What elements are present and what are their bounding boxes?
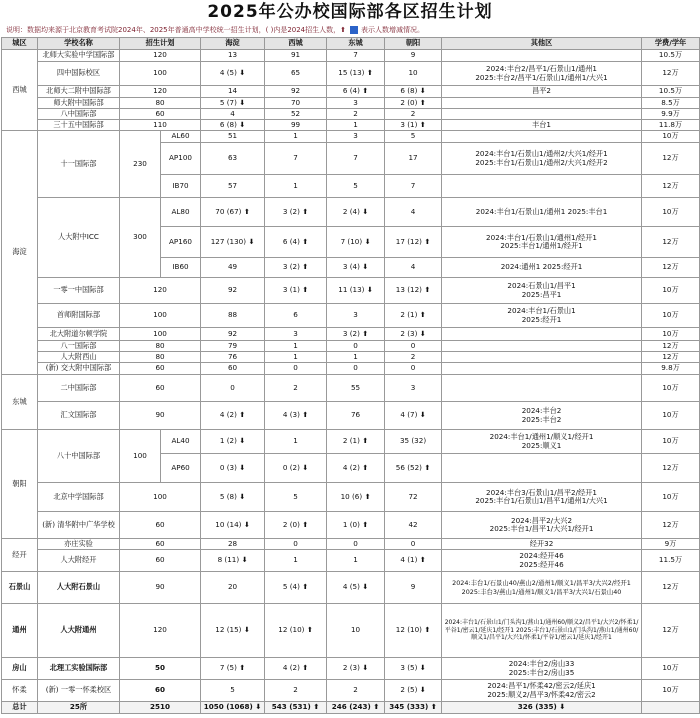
plan-cell: 80 xyxy=(120,352,201,363)
table-row xyxy=(2,278,700,304)
haidian-cell: 12 (15) ⬇ xyxy=(201,604,265,658)
school-name: 十一国际部 xyxy=(38,131,120,198)
other-cell xyxy=(442,328,642,341)
dongcheng-cell: 3 (4) ⬇ xyxy=(327,258,385,278)
col-haidian: 海淀 xyxy=(201,38,265,50)
plan-cell: 60 xyxy=(120,539,201,550)
other-cell: 2024:丰台1/石景山1/门头沟1/燕山1/通州60/顺义2/昌平1/大兴2/怀柔1/平谷1/密云1/延庆1/经开1 2025:丰台1/石景山1/门头沟1/燕山1/通州60/顺义1/昌平1/大兴1/怀柔1/平谷1/密云1/延庆1/经开1 xyxy=(442,604,642,658)
fee-cell: 9万 xyxy=(642,539,700,550)
total-fee xyxy=(642,702,700,714)
dongcheng-cell: 3 xyxy=(327,131,385,143)
school-name: 北师大二附中国际部 xyxy=(38,86,120,98)
chaoyang-cell: 4 xyxy=(385,258,442,278)
col-plan: 招生计划 xyxy=(120,38,201,50)
district-cell: 石景山 xyxy=(2,572,38,604)
haidian-cell: 28 xyxy=(201,539,265,550)
col-other: 其他区 xyxy=(442,38,642,50)
table-row xyxy=(2,109,700,120)
plan-cell: 120 xyxy=(120,604,201,658)
fee-cell: 10万 xyxy=(642,680,700,702)
xicheng-cell: 1 xyxy=(265,352,327,363)
school-name: 北理工实验国际部 xyxy=(38,658,120,680)
haidian-cell: 92 xyxy=(201,278,265,304)
track-cell: AP100 xyxy=(161,143,201,175)
haidian-cell: 57 xyxy=(201,175,265,198)
xicheng-cell: 0 xyxy=(265,539,327,550)
fee-cell: 10万 xyxy=(642,402,700,430)
plan-cell: 120 xyxy=(120,50,201,62)
chaoyang-cell: 4 (7) ⬇ xyxy=(385,402,442,430)
note-line xyxy=(0,24,700,37)
chaoyang-cell: 3 xyxy=(385,375,442,402)
haidian-cell: 0 xyxy=(201,375,265,402)
fee-cell: 10.5万 xyxy=(642,50,700,62)
table-row xyxy=(2,680,700,702)
chaoyang-cell: 6 (8) ⬇ xyxy=(385,86,442,98)
school-name: 八中国际部 xyxy=(38,109,120,120)
haidian-cell: 7 (5) ⬆ xyxy=(201,658,265,680)
school-name: 北大附道尔顿学院 xyxy=(38,328,120,341)
table-row xyxy=(2,62,700,86)
chaoyang-cell: 17 (12) ⬆ xyxy=(385,227,442,258)
table-row xyxy=(2,402,700,430)
plan-cell: 60 xyxy=(120,550,201,572)
district-cell: 怀柔 xyxy=(2,680,38,702)
other-cell: 2024:丰台1/石景山1/通州1 2025:丰台1 xyxy=(442,198,642,227)
dongcheng-cell: 10 xyxy=(327,604,385,658)
other-cell: 2024:丰台3/石景山1/昌平2/经开1 2025:丰台1/石景山1/昌平1/通州1/大兴1 xyxy=(442,483,642,512)
plan-cell: 100 xyxy=(120,62,201,86)
dongcheng-cell: 5 xyxy=(327,175,385,198)
track-cell: AP60 xyxy=(161,454,201,483)
fee-cell: 11.5万 xyxy=(642,550,700,572)
fee-cell: 11.8万 xyxy=(642,120,700,131)
total-other: 326 (335) ⬇ xyxy=(442,702,642,714)
fee-cell: 10万 xyxy=(642,278,700,304)
plan-cell: 230 xyxy=(120,131,161,198)
fee-cell: 12万 xyxy=(642,454,700,483)
plan-cell: 60 xyxy=(120,375,201,402)
other-cell: 2024:丰台1/通州1/顺义1/经开1 2025:顺义1 xyxy=(442,430,642,454)
chaoyang-cell: 9 xyxy=(385,572,442,604)
haidian-cell: 10 (14) ⬇ xyxy=(201,512,265,539)
chaoyang-cell: 2 xyxy=(385,352,442,363)
chaoyang-cell: 9 xyxy=(385,50,442,62)
xicheng-cell: 3 (2) ⬆ xyxy=(265,198,327,227)
dongcheng-cell: 0 xyxy=(327,341,385,352)
dongcheng-cell: 7 xyxy=(327,143,385,175)
other-cell: 2024:丰台2 2025:丰台2 xyxy=(442,402,642,430)
other-cell xyxy=(442,363,642,375)
school-name: 人大附经开 xyxy=(38,550,120,572)
total-haidian: 1050 (1068) ⬇ xyxy=(201,702,265,714)
school-name: 汇文国际部 xyxy=(38,402,120,430)
fee-cell: 12万 xyxy=(642,604,700,658)
dongcheng-cell: 76 xyxy=(327,402,385,430)
dongcheng-cell: 7 xyxy=(327,50,385,62)
dongcheng-cell: 55 xyxy=(327,375,385,402)
xicheng-cell: 5 xyxy=(265,483,327,512)
other-cell xyxy=(442,50,642,62)
chaoyang-cell: 4 xyxy=(385,198,442,227)
xicheng-cell: 52 xyxy=(265,109,327,120)
district-cell: 朝阳 xyxy=(2,430,38,539)
plan-cell: 110 xyxy=(120,120,201,131)
haidian-cell: 88 xyxy=(201,304,265,328)
plan-cell: 60 xyxy=(120,512,201,539)
table-row xyxy=(2,430,700,454)
table-row xyxy=(2,304,700,328)
dongcheng-cell: 7 (10) ⬇ xyxy=(327,227,385,258)
dongcheng-cell: 0 xyxy=(327,539,385,550)
fee-cell: 8.5万 xyxy=(642,98,700,109)
chaoyang-cell: 3 (5) ⬇ xyxy=(385,658,442,680)
school-name: 首师附国际部 xyxy=(38,304,120,328)
other-cell: 2024:丰台1/石景山1/通州2/大兴1/经开1 2025:丰台1/石景山1/通州2/大兴1/经开2 xyxy=(442,143,642,175)
fee-cell: 12万 xyxy=(642,62,700,86)
school-name: 二中国际部 xyxy=(38,375,120,402)
school-name: 人大附中ICC xyxy=(38,198,120,278)
xicheng-cell: 70 xyxy=(265,98,327,109)
haidian-cell: 4 (2) ⬆ xyxy=(201,402,265,430)
school-name: 人大附通州 xyxy=(38,604,120,658)
table-row xyxy=(2,512,700,539)
fee-cell: 10万 xyxy=(642,658,700,680)
plan-cell: 100 xyxy=(120,430,161,483)
col-fee: 学费/学年 xyxy=(642,38,700,50)
note-text-b: 表示人数增减情况。 xyxy=(361,26,425,34)
fee-cell: 12万 xyxy=(642,341,700,352)
xicheng-cell: 65 xyxy=(265,62,327,86)
chaoyang-cell: 0 xyxy=(385,341,442,352)
district-cell: 房山 xyxy=(2,658,38,680)
school-name: 亦庄实验 xyxy=(38,539,120,550)
chaoyang-cell: 12 (10) ⬆ xyxy=(385,604,442,658)
other-cell: 2024:丰台1/石景山1/通州1/经开1 2025:丰台1/通州1/经开1 xyxy=(442,227,642,258)
haidian-cell: 79 xyxy=(201,341,265,352)
fee-cell: 12万 xyxy=(642,572,700,604)
chaoyang-cell: 17 xyxy=(385,143,442,175)
fee-cell: 12万 xyxy=(642,143,700,175)
fee-cell: 10万 xyxy=(642,198,700,227)
track-cell: IB60 xyxy=(161,258,201,278)
chaoyang-cell: 7 xyxy=(385,175,442,198)
chaoyang-cell: 2 (0) ⬆ xyxy=(385,98,442,109)
district-cell: 东城 xyxy=(2,375,38,430)
plan-cell: 100 xyxy=(120,483,201,512)
school-name: 北师大实验中学国际部 xyxy=(38,50,120,62)
dongcheng-cell: 15 (13) ⬆ xyxy=(327,62,385,86)
total-row xyxy=(2,702,700,714)
plan-cell: 120 xyxy=(120,86,201,98)
xicheng-cell: 1 xyxy=(265,131,327,143)
plan-cell: 80 xyxy=(120,98,201,109)
haidian-cell: 51 xyxy=(201,131,265,143)
total-plan: 2510 xyxy=(120,702,201,714)
fee-cell: 9.9万 xyxy=(642,109,700,120)
xicheng-cell: 0 xyxy=(265,363,327,375)
xicheng-cell: 3 (1) ⬆ xyxy=(265,278,327,304)
up-arrow-icon: ⬆ xyxy=(340,26,347,34)
dongcheng-cell: 4 (5) ⬇ xyxy=(327,572,385,604)
xicheng-cell: 92 xyxy=(265,86,327,98)
dongcheng-cell: 3 xyxy=(327,304,385,328)
school-name: 师大附中国际部 xyxy=(38,98,120,109)
haidian-cell: 49 xyxy=(201,258,265,278)
table-row xyxy=(2,550,700,572)
track-cell: AP160 xyxy=(161,227,201,258)
track-cell: AL40 xyxy=(161,430,201,454)
school-name: 八十中国际部 xyxy=(38,430,120,483)
table-row xyxy=(2,352,700,363)
xicheng-cell: 7 xyxy=(265,143,327,175)
plan-cell: 60 xyxy=(120,109,201,120)
haidian-cell: 127 (130) ⬇ xyxy=(201,227,265,258)
col-chaoyang: 朝阳 xyxy=(385,38,442,50)
xicheng-cell: 1 xyxy=(265,175,327,198)
school-name: (新) 交大附中国际部 xyxy=(38,363,120,375)
xicheng-cell: 5 (4) ⬆ xyxy=(265,572,327,604)
dongcheng-cell: 0 xyxy=(327,363,385,375)
school-name: 人大附石景山 xyxy=(38,572,120,604)
haidian-cell: 63 xyxy=(201,143,265,175)
dongcheng-cell: 2 (4) ⬇ xyxy=(327,198,385,227)
xicheng-cell: 3 xyxy=(265,328,327,341)
note-text-a: 说明：数据均来源于北京教育考试院2024年、2025年普通高中学校统一招生计划，( )内是2024招生人数， xyxy=(6,26,341,34)
other-cell: 2024:丰台2/房山33 2025:丰台2/房山35 xyxy=(442,658,642,680)
dongcheng-cell: 4 (2) ⬆ xyxy=(327,454,385,483)
chaoyang-cell: 2 (1) ⬆ xyxy=(385,304,442,328)
other-cell xyxy=(442,131,642,143)
header-row xyxy=(2,38,700,50)
chaoyang-cell: 5 xyxy=(385,131,442,143)
table-row xyxy=(2,363,700,375)
fee-cell: 9.8万 xyxy=(642,363,700,375)
dongcheng-cell: 10 (6) ⬆ xyxy=(327,483,385,512)
other-cell: 丰台1 xyxy=(442,120,642,131)
dongcheng-cell: 1 xyxy=(327,550,385,572)
xicheng-cell: 91 xyxy=(265,50,327,62)
fee-cell: 10万 xyxy=(642,483,700,512)
plan-cell: 90 xyxy=(120,402,201,430)
xicheng-cell: 2 (0) ⬆ xyxy=(265,512,327,539)
other-cell xyxy=(442,175,642,198)
fee-cell: 10万 xyxy=(642,430,700,454)
other-cell: 2024:昌平2/大兴2 2025:丰台1/昌平1/大兴1/经开1 xyxy=(442,512,642,539)
other-cell: 2024:丰台2/昌平1/石景山1/通州1 2025:丰台2/昌平1/石景山1/通州1/大兴1 xyxy=(442,62,642,86)
haidian-cell: 5 (8) ⬇ xyxy=(201,483,265,512)
plan-cell: 60 xyxy=(120,680,201,702)
other-cell xyxy=(442,375,642,402)
xicheng-cell: 2 xyxy=(265,680,327,702)
chaoyang-cell: 42 xyxy=(385,512,442,539)
fee-cell: 12万 xyxy=(642,227,700,258)
chaoyang-cell: 10 xyxy=(385,62,442,86)
other-cell: 昌平2 xyxy=(442,86,642,98)
haidian-cell: 0 (3) ⬇ xyxy=(201,454,265,483)
xicheng-cell: 1 xyxy=(265,430,327,454)
school-name: (新) 清华附中广华学校 xyxy=(38,512,120,539)
fee-cell: 12万 xyxy=(642,512,700,539)
chaoyang-cell: 13 (12) ⬆ xyxy=(385,278,442,304)
other-cell xyxy=(442,352,642,363)
dongcheng-cell: 6 (4) ⬆ xyxy=(327,86,385,98)
xicheng-cell: 0 (2) ⬇ xyxy=(265,454,327,483)
district-cell: 海淀 xyxy=(2,131,38,375)
col-school: 学校名称 xyxy=(38,38,120,50)
fee-cell: 10.5万 xyxy=(642,86,700,98)
chaoyang-cell: 72 xyxy=(385,483,442,512)
plan-cell: 60 xyxy=(120,363,201,375)
page-title: 2025年公办校国际部各区招生计划 xyxy=(207,2,493,22)
haidian-cell: 14 xyxy=(201,86,265,98)
dongcheng-cell: 2 xyxy=(327,680,385,702)
table-row xyxy=(2,572,700,604)
chaoyang-cell: 3 (1) ⬆ xyxy=(385,120,442,131)
table-row xyxy=(2,539,700,550)
table-row xyxy=(2,604,700,658)
xicheng-cell: 4 (3) ⬆ xyxy=(265,402,327,430)
table-row xyxy=(2,98,700,109)
school-name: 四中国际校区 xyxy=(38,62,120,86)
xicheng-cell: 1 xyxy=(265,550,327,572)
xicheng-cell: 12 (10) ⬆ xyxy=(265,604,327,658)
total-label: 总计 xyxy=(2,702,38,714)
chaoyang-cell: 0 xyxy=(385,363,442,375)
fee-cell: 10万 xyxy=(642,328,700,341)
col-district: 城区 xyxy=(2,38,38,50)
xicheng-cell: 6 xyxy=(265,304,327,328)
fee-cell: 10万 xyxy=(642,375,700,402)
school-name: 八一国际部 xyxy=(38,341,120,352)
district-cell: 经开 xyxy=(2,539,38,572)
other-cell: 2024:丰台1/石景山1 2025:经开1 xyxy=(442,304,642,328)
school-name: 人大附西山 xyxy=(38,352,120,363)
other-cell: 经开32 xyxy=(442,539,642,550)
other-cell xyxy=(442,454,642,483)
total-chaoyang: 345 (333) ⬆ xyxy=(385,702,442,714)
table-row xyxy=(2,328,700,341)
haidian-cell: 13 xyxy=(201,50,265,62)
dongcheng-cell: 1 xyxy=(327,120,385,131)
plan-cell: 100 xyxy=(120,328,201,341)
haidian-cell: 5 xyxy=(201,680,265,702)
district-cell: 西城 xyxy=(2,50,38,131)
plan-cell: 300 xyxy=(120,198,161,278)
school-name: (新) 一零一怀柔校区 xyxy=(38,680,120,702)
xicheng-cell: 1 xyxy=(265,341,327,352)
other-cell xyxy=(442,341,642,352)
haidian-cell: 20 xyxy=(201,572,265,604)
haidian-cell: 4 xyxy=(201,109,265,120)
other-cell xyxy=(442,109,642,120)
haidian-cell: 76 xyxy=(201,352,265,363)
track-cell: AL60 xyxy=(161,131,201,143)
plan-cell: 50 xyxy=(120,658,201,680)
other-cell: 2024:昌平1/怀柔42/密云2/延庆1 2025:顺义2/昌平3/怀柔42/密云2 xyxy=(442,680,642,702)
school-name: 北京中学国际部 xyxy=(38,483,120,512)
haidian-cell: 70 (67) ⬆ xyxy=(201,198,265,227)
school-name: 一零一中国际部 xyxy=(38,278,120,304)
haidian-cell: 92 xyxy=(201,328,265,341)
school-name: 三十五中国际部 xyxy=(38,120,120,131)
legend-chip-icon xyxy=(350,26,358,34)
fee-cell: 10万 xyxy=(642,131,700,143)
track-cell: IB70 xyxy=(161,175,201,198)
table-row xyxy=(2,658,700,680)
plan-cell: 100 xyxy=(120,304,201,328)
haidian-cell: 6 (8) ⬇ xyxy=(201,120,265,131)
xicheng-cell: 99 xyxy=(265,120,327,131)
dongcheng-cell: 2 xyxy=(327,109,385,120)
other-cell xyxy=(442,98,642,109)
table-row xyxy=(2,341,700,352)
table-row xyxy=(2,50,700,62)
chaoyang-cell: 56 (52) ⬆ xyxy=(385,454,442,483)
track-cell: AL80 xyxy=(161,198,201,227)
plan-cell: 120 xyxy=(120,278,201,304)
plan-cell: 90 xyxy=(120,572,201,604)
fee-cell: 12万 xyxy=(642,258,700,278)
dongcheng-cell: 1 xyxy=(327,352,385,363)
total-dongcheng: 246 (243) ⬆ xyxy=(327,702,385,714)
xicheng-cell: 3 (2) ⬆ xyxy=(265,258,327,278)
other-cell: 2024:石景山1/昌平1 2025:昌平1 xyxy=(442,278,642,304)
haidian-cell: 5 (7) ⬇ xyxy=(201,98,265,109)
dongcheng-cell: 2 (1) ⬆ xyxy=(327,430,385,454)
dongcheng-cell: 3 xyxy=(327,98,385,109)
other-cell: 2024:经开46 2025:经开46 xyxy=(442,550,642,572)
haidian-cell: 4 (5) ⬇ xyxy=(201,62,265,86)
total-schools: 25所 xyxy=(38,702,120,714)
dongcheng-cell: 11 (13) ⬇ xyxy=(327,278,385,304)
col-xicheng: 西城 xyxy=(265,38,327,50)
other-cell: 2024:丰台1/石景山40/燕山2/通州1/顺义1/昌平3/大兴2/经开1 2025:丰台3/燕山1/通州1/顺义1/昌平3/大兴1/石景山40 xyxy=(442,572,642,604)
table-row xyxy=(2,483,700,512)
chaoyang-cell: 4 (1) ⬆ xyxy=(385,550,442,572)
haidian-cell: 60 xyxy=(201,363,265,375)
chaoyang-cell: 35 (32) xyxy=(385,430,442,454)
haidian-cell: 1 (2) ⬇ xyxy=(201,430,265,454)
table-row xyxy=(2,131,700,143)
other-cell: 2024:通州1 2025:经开1 xyxy=(442,258,642,278)
table-row xyxy=(2,86,700,98)
chaoyang-cell: 2 (5) ⬇ xyxy=(385,680,442,702)
table-row xyxy=(2,375,700,402)
district-cell: 通州 xyxy=(2,604,38,658)
dongcheng-cell: 3 (2) ⬆ xyxy=(327,328,385,341)
dongcheng-cell: 1 (0) ⬆ xyxy=(327,512,385,539)
dongcheng-cell: 2 (3) ⬇ xyxy=(327,658,385,680)
xicheng-cell: 6 (4) ⬆ xyxy=(265,227,327,258)
table-row xyxy=(2,120,700,131)
total-xicheng: 543 (531) ⬆ xyxy=(265,702,327,714)
xicheng-cell: 2 xyxy=(265,375,327,402)
chaoyang-cell: 2 xyxy=(385,109,442,120)
table-row xyxy=(2,198,700,227)
chaoyang-cell: 2 (3) ⬇ xyxy=(385,328,442,341)
chaoyang-cell: 0 xyxy=(385,539,442,550)
col-dongcheng: 东城 xyxy=(327,38,385,50)
plan-cell: 80 xyxy=(120,341,201,352)
fee-cell: 12万 xyxy=(642,352,700,363)
fee-cell: 12万 xyxy=(642,175,700,198)
xicheng-cell: 4 (2) ⬆ xyxy=(265,658,327,680)
fee-cell: 10万 xyxy=(642,304,700,328)
haidian-cell: 8 (11) ⬇ xyxy=(201,550,265,572)
enrollment-table xyxy=(1,37,700,714)
